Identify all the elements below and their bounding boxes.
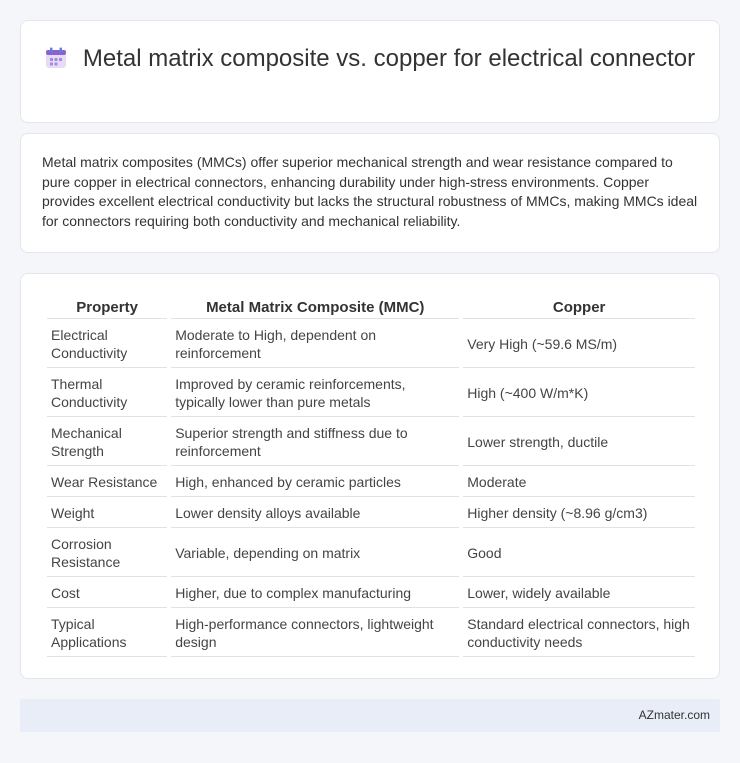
cell-property: Typical Applications <box>47 608 167 657</box>
cell-copper: Standard electrical connectors, high conductivity needs <box>463 608 695 657</box>
table-row <box>47 608 695 657</box>
title-wrap <box>21 44 719 73</box>
cell-property: Thermal Conductivity <box>47 368 167 417</box>
header-copper: Copper <box>463 297 695 319</box>
cell-property: Corrosion Resistance <box>47 528 167 577</box>
calendar-icon <box>45 47 67 69</box>
cell-copper: Very High (~59.6 MS/m) <box>463 319 695 368</box>
header-property: Property <box>47 297 167 319</box>
cell-property: Wear Resistance <box>47 466 167 497</box>
cell-mmc: Improved by ceramic reinforcements, typically lower than pure metals <box>171 368 459 417</box>
table-row <box>47 319 695 368</box>
cell-mmc: High-performance connectors, lightweight design <box>171 608 459 657</box>
title-card <box>20 20 720 123</box>
header-mmc: Metal Matrix Composite (MMC) <box>171 297 459 319</box>
cell-copper: Lower, widely available <box>463 577 695 608</box>
cell-mmc: Moderate to High, dependent on reinforcement <box>171 319 459 368</box>
cell-mmc: Superior strength and stiffness due to reinforcement <box>171 417 459 466</box>
footer <box>20 699 720 732</box>
table-header-row <box>47 297 695 319</box>
cell-mmc: High, enhanced by ceramic particles <box>171 466 459 497</box>
table-row <box>47 577 695 608</box>
cell-mmc: Lower density alloys available <box>171 497 459 528</box>
table-row <box>47 368 695 417</box>
page-title <box>21 44 719 73</box>
cell-copper: Higher density (~8.96 g/cm3) <box>463 497 695 528</box>
intro-card <box>20 133 720 253</box>
table-row <box>47 497 695 528</box>
footer-site-link[interactable]: AZmater.com <box>638 708 710 722</box>
cell-property: Electrical Conductivity <box>47 319 167 368</box>
cell-copper: Moderate <box>463 466 695 497</box>
comparison-table <box>43 297 699 657</box>
title-text: Metal matrix composite vs. copper for electrical connector <box>82 45 696 72</box>
cell-property: Cost <box>47 577 167 608</box>
cell-copper: High (~400 W/m*K) <box>463 368 695 417</box>
cell-mmc: Higher, due to complex manufacturing <box>171 577 459 608</box>
cell-property: Weight <box>47 497 167 528</box>
cell-mmc: Variable, depending on matrix <box>171 528 459 577</box>
intro-paragraph: Metal matrix composites (MMCs) offer superior mechanical strength and wear resistance compared to pure copper in electrical connectors, enhancing durability under high-stress environments. Copper provides excellent electrical conductivity but lacks the structural robustness of MMCs, making MMCs ideal for connectors requiring both conductivity and mechanical reliability. <box>42 154 698 229</box>
cell-copper: Lower strength, ductile <box>463 417 695 466</box>
cell-copper: Good <box>463 528 695 577</box>
cell-property: Mechanical Strength <box>47 417 167 466</box>
comparison-card <box>20 273 720 679</box>
table-row <box>47 417 695 466</box>
table-row <box>47 528 695 577</box>
table-row <box>47 466 695 497</box>
